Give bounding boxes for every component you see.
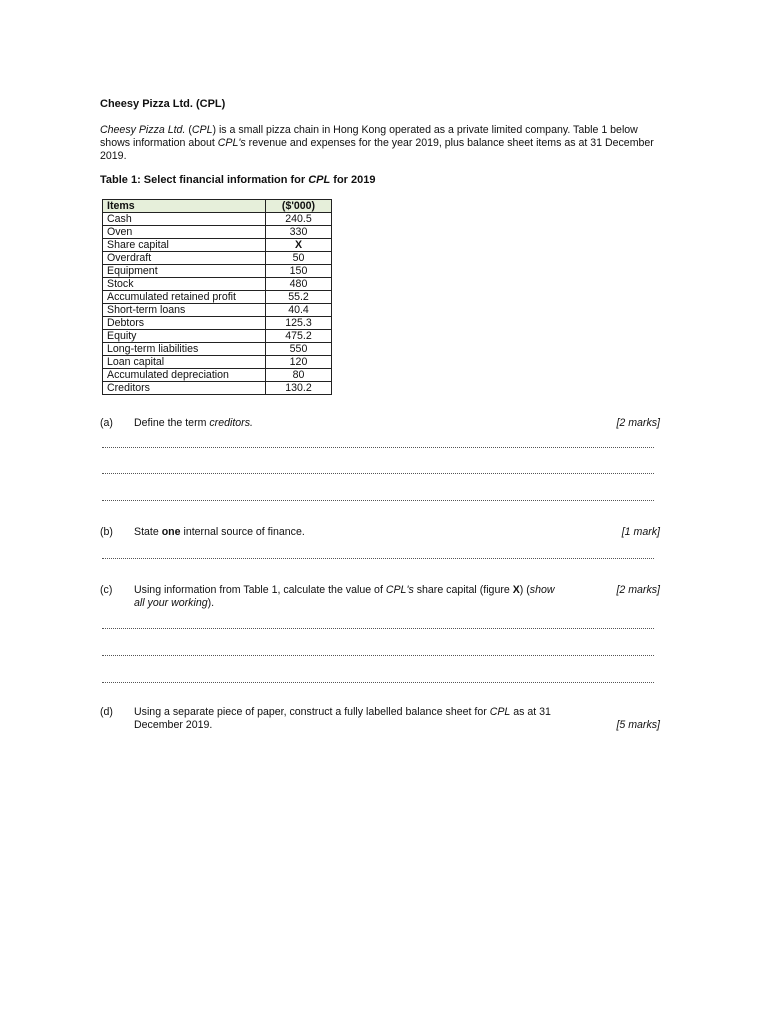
answer-line-b1 xyxy=(102,554,654,559)
question-a-text-1: Define the term xyxy=(134,417,210,429)
question-a-text xyxy=(134,417,253,430)
row-item: Cash xyxy=(103,213,266,226)
row-value: 330 xyxy=(266,226,332,239)
table-row xyxy=(103,226,332,239)
row-item: Short-term loans xyxy=(103,304,266,317)
answer-line-a1 xyxy=(102,443,654,448)
question-d-line-2: December 2019. xyxy=(134,719,213,731)
question-b-text xyxy=(134,526,305,539)
row-value: 150 xyxy=(266,265,332,278)
row-value: 550 xyxy=(266,343,332,356)
question-b-bold: one xyxy=(161,526,181,538)
intro-text-2: revenue and expenses for the year 2019, plus balance sheet items as at 31 December 2019. xyxy=(100,137,654,162)
table-row xyxy=(103,213,332,226)
table-row xyxy=(103,330,332,343)
table-caption-company: CPL xyxy=(308,174,331,186)
row-value: 120 xyxy=(266,356,332,369)
question-d-italic: CPL xyxy=(489,706,511,718)
row-item: Equity xyxy=(103,330,266,343)
table-row xyxy=(103,369,332,382)
header-amount: ($'000) xyxy=(266,200,332,213)
question-b-number: (b) xyxy=(100,526,113,538)
question-c-italic-2: show xyxy=(529,584,555,596)
question-d-text xyxy=(134,706,604,732)
row-item: Accumulated depreciation xyxy=(103,369,266,382)
row-item: Share capital xyxy=(103,239,266,252)
document-title: Cheesy Pizza Ltd. (CPL) xyxy=(100,98,226,110)
question-d-text-2: as at 31 xyxy=(510,706,551,718)
table-row xyxy=(103,317,332,330)
row-value: 125.3 xyxy=(266,317,332,330)
question-c-text-1: Using information from Table 1, calculate the value of xyxy=(134,584,386,596)
row-value: 240.5 xyxy=(266,213,332,226)
row-item: Equipment xyxy=(103,265,266,278)
answer-line-c3 xyxy=(102,678,654,683)
answer-line-a3 xyxy=(102,496,654,501)
question-d xyxy=(100,706,660,734)
table-row xyxy=(103,291,332,304)
question-a xyxy=(100,417,660,431)
question-c-text-2: share capital (figure xyxy=(413,584,513,596)
table-row xyxy=(103,265,332,278)
intro-abbreviation: CPL xyxy=(191,124,213,136)
question-b-marks: [1 mark] xyxy=(621,526,660,538)
row-value: 50 xyxy=(266,252,332,265)
row-value: 80 xyxy=(266,369,332,382)
table-row xyxy=(103,252,332,265)
question-c-text xyxy=(134,584,596,610)
financial-table xyxy=(102,199,332,395)
table-row xyxy=(103,382,332,395)
question-c xyxy=(100,584,660,612)
row-item: Accumulated retained profit xyxy=(103,291,266,304)
row-value: X xyxy=(266,239,332,252)
table-row xyxy=(103,278,332,291)
row-item: Debtors xyxy=(103,317,266,330)
row-item: Oven xyxy=(103,226,266,239)
row-item: Loan capital xyxy=(103,356,266,369)
row-item: Creditors xyxy=(103,382,266,395)
question-b-text-1: State xyxy=(134,526,162,538)
table-row xyxy=(103,356,332,369)
question-c-number: (c) xyxy=(100,584,113,596)
question-d-number: (d) xyxy=(100,706,113,718)
intro-text-1: ) is a small pizza chain in Hong Kong operated as a private limited company. Table 1 below shows information about xyxy=(100,124,638,149)
table-caption-suffix: for 2019 xyxy=(330,174,376,186)
question-c-italic-1: CPL's xyxy=(385,584,414,596)
question-d-marks: [5 marks] xyxy=(616,719,660,731)
intro-paren-open: ( xyxy=(185,124,192,136)
row-value: 55.2 xyxy=(266,291,332,304)
question-c-text-3: ) ( xyxy=(519,584,530,596)
table-caption-prefix: Table 1: Select financial information for xyxy=(100,174,309,186)
intro-paragraph xyxy=(100,124,665,163)
question-b xyxy=(100,526,660,540)
table-caption xyxy=(100,174,375,186)
question-a-italic: creditors. xyxy=(209,417,253,429)
header-items: Items xyxy=(103,200,266,213)
row-value: 40.4 xyxy=(266,304,332,317)
row-item: Stock xyxy=(103,278,266,291)
table-header-row xyxy=(103,200,332,213)
question-a-marks: [2 marks] xyxy=(616,417,660,429)
table-row xyxy=(103,304,332,317)
row-value: 480 xyxy=(266,278,332,291)
table-row xyxy=(103,343,332,356)
answer-line-c1 xyxy=(102,624,654,629)
row-item: Long-term liabilities xyxy=(103,343,266,356)
row-item: Overdraft xyxy=(103,252,266,265)
question-c-italic-3: all your working xyxy=(134,597,208,609)
question-c-bold: X xyxy=(512,584,520,596)
question-c-marks: [2 marks] xyxy=(616,584,660,596)
answer-line-c2 xyxy=(102,651,654,656)
question-b-text-2: internal source of finance. xyxy=(180,526,305,538)
table-row xyxy=(103,239,332,252)
intro-company-name: Cheesy Pizza Ltd. xyxy=(100,124,186,136)
intro-possessive: CPL's xyxy=(217,137,246,149)
answer-line-a2 xyxy=(102,469,654,474)
question-c-text-4: ). xyxy=(207,597,215,609)
row-value: 130.2 xyxy=(266,382,332,395)
question-a-number: (a) xyxy=(100,417,113,429)
question-d-text-1: Using a separate piece of paper, construct a fully labelled balance sheet for xyxy=(134,706,490,718)
row-value: 475.2 xyxy=(266,330,332,343)
